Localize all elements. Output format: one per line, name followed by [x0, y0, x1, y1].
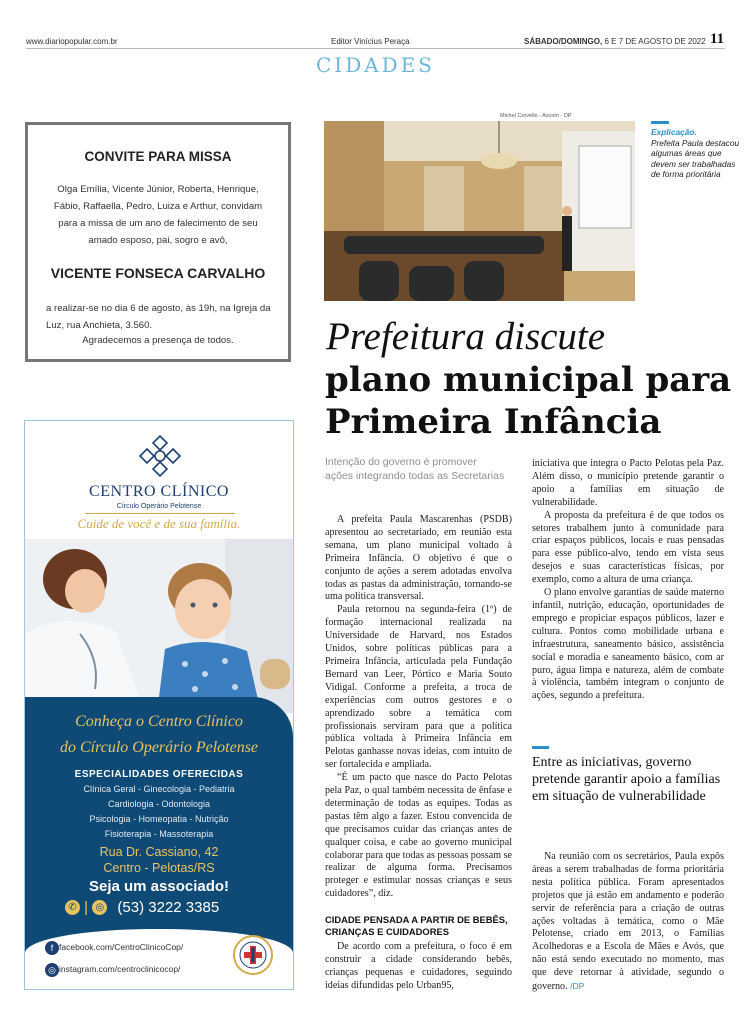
- instagram-link[interactable]: instagram.com/centroclinicocop/: [59, 964, 181, 974]
- photo-credit: Michel Corvello - Ascom - DP: [500, 113, 572, 119]
- issue-date: SÁBADO/DOMINGO, 6 E 7 DE AGOSTO DE 2022: [524, 37, 706, 46]
- invitation-title: CONVITE PARA MISSA: [84, 149, 232, 164]
- specialty-line: Fisioterapia - Massoterapia: [104, 829, 214, 839]
- header-rule: [26, 48, 725, 49]
- clinic-subtitle: Círculo Operário Pelotense: [116, 503, 202, 510]
- clinic-name: CENTRO CLÍNICO: [89, 483, 229, 500]
- site-url[interactable]: www.diariopopular.com.br: [26, 37, 118, 46]
- caduceus-logo-icon: [137, 433, 183, 479]
- whatsapp-icon: ◎: [92, 900, 107, 915]
- doctor-child-photo: [25, 539, 293, 713]
- clinic-phone[interactable]: ✆ | ◎ (53) 3222 3385: [65, 899, 219, 916]
- pullquote-accent-bar: [532, 746, 549, 749]
- invitation-thanks: Agradecemos a presença de todos.: [82, 335, 234, 346]
- article-subheading: CIDADE PENSADA A PARTIR DE BEBÊS, CRIANÇAS E CUIDADORES: [325, 914, 508, 937]
- pullquote: Entre as iniciativas, governo pretende garantir apoio a famílias em situação de vulnerabilidade: [532, 755, 721, 804]
- facebook-icon: f: [45, 941, 59, 955]
- headline-line1: Prefeitura discute: [326, 315, 606, 358]
- article-paragraph: Na reunião com os secretários, Paula expôs áreas a serem trabalhadas de forma prioritária nesta política pública. Foram apresentados projetos que já estão em andamento e poderão servir de referência para a criação de outras ações voltadas à temática, como o Mãe Pelotense, criado em 2013, o Famílias Acolhedoras e a Escola de Mães e Avós, que não está sendo executado no momento, mas que deve retornar à atividade, segundo o governo. /DP: [532, 851, 724, 993]
- ad-call-to-action: Seja um associado!: [88, 878, 230, 895]
- specialty-line: Psicologia - Homeopatia - Nutrição: [89, 814, 229, 824]
- article-dek: Intenção do governo é promover ações integrando todas as Secretarias: [325, 456, 505, 482]
- seal-icon: [233, 935, 273, 975]
- photo-caption: Explicação. Prefeita Paula destacou algumas áreas que devem ser trabalhadas de forma prioritária: [651, 127, 740, 179]
- article-column-1-continued: [325, 941, 512, 993]
- mass-invitation-box: [25, 122, 291, 362]
- article-paragraph: “É um pacto que nasce do Pacto Pelotas pela Paz, o qual também necessita de ênfase e determinação de todas as equipes. Todas as pastas têm algo a fazer. Estou convencida de que precisamos cuidar das crianças antes de qualquer coisa, e cabe ao governo municipal colaborar para que todas as pessoas possam se realizar de alguma forma. Precisamos proteger e estimular nossas crianças e seus cuidadores”, diz.: [325, 772, 512, 900]
- instagram-icon: ◎: [45, 963, 59, 977]
- specialty-line: Clínica Geral - Ginecologia - Pediatria: [83, 784, 235, 794]
- facebook-link[interactable]: facebook.com/CentroClinicoCop/: [59, 942, 184, 952]
- article-paragraph: A prefeita Paula Mascarenhas (PSDB) apresentou ao secretariado, em reunião esta semana, um plano municipal voltado à Primeira Infância. O objetivo é que o conjunto de ações a serem adotadas envolva todas as pastas da administração, tornando-se uma política transversal.: [325, 514, 512, 603]
- phone-icon: ✆: [65, 900, 80, 915]
- invitation-body: Olga Emília, Vicente Júnior, Roberta, Henrique, Fábio, Raffaella, Pedro, Luiza e Arthur, convidam para a missa de um ano de falecimento de seu amado esposo, pai, sogro e avô,: [53, 184, 263, 246]
- article-paragraph: iniciativa que integra o Pacto Pelotas pela Paz. Além disso, o município pretende garantir o apoio a famílias em situação de vulnerabilidade.: [532, 458, 724, 508]
- specialty-line: Cardiologia - Odontologia: [107, 799, 211, 809]
- article-paragraph: A proposta da prefeitura é de que todos os setores trabalhem junto à comunidade para criar espaços públicos, locais e ruas pensadas para esse público-alvo, tendo em vista seus desejos e suas características físicas, por exemplo, como a altura de uma criança.: [532, 509, 724, 586]
- article-column-1: [325, 514, 512, 901]
- clinic-advertisement[interactable]: [24, 420, 294, 990]
- ad-headline-line1: Conheça o Centro Clínico: [75, 713, 243, 730]
- clinic-address-city: Centro - Pelotas/RS: [103, 861, 215, 875]
- tagline-rule: [85, 513, 235, 514]
- clinic-address-street: Rua Dr. Cassiano, 42: [99, 845, 219, 859]
- invitation-detail: a realizar-se no dia 6 de agosto, às 19h, na Igreja da Luz, rua Anchieta, 3.560.: [46, 303, 271, 331]
- page-number: 11: [710, 31, 725, 47]
- section-title: CIDADES: [315, 53, 436, 77]
- specialties-title: ESPECIALIDADES OFERECIDAS: [74, 769, 244, 780]
- meeting-photo: [324, 121, 635, 301]
- ad-headline-line2: do Círculo Operário Pelotense: [59, 739, 259, 756]
- article-column-3: [532, 851, 724, 994]
- article-column-2: [532, 458, 724, 703]
- headline-line3: Primeira Infância: [325, 402, 662, 442]
- caption-accent-bar: [651, 121, 669, 124]
- article-paragraph: O plano envolve garantias de saúde materno infantil, nutrição, educação, oportunidades de emprego e propiciar espaços públicos, lazer e cultura. Pontos como mobilidade urbana e infraestrutura, saneamento básico, assistência social e moradia e saneamento básico, com ar puro, água limpa e natureza, além de combate à violência, também integram o conjunto de ações, segundo a prefeitura.: [532, 587, 724, 702]
- headline-line2: plano municipal para: [325, 360, 732, 400]
- editor-credit: Editor Vinícius Peraça: [331, 37, 410, 46]
- clinic-tagline: Cuide de você e de sua família.: [77, 516, 241, 531]
- article-paragraph: De acordo com a prefeitura, o foco é em construir a cidade considerando bebês, crianças pequenas e cuidadores, seguindo ideias difundidas pelo Urban95,: [325, 941, 512, 991]
- deceased-name: VICENTE FONSECA CARVALHO: [50, 265, 266, 281]
- article-signoff: /DP: [570, 981, 585, 992]
- article-paragraph: Paula retornou na segunda-feira (1º) de formação internacional realizada na Universidade de Harvard, nos Estados Unidos, sobre políticas públicas para a Primeira Infância, articulada pela Fundação Bernard van Leer, Pórtico e Maria Souto Vidigal. Conforme a prefeita, a troca de experiências com outros gestores e o aprendizado sobre a temática com profissionais serviram para que a política pública voltada à Primeira Infância em Pelotas ganhasse novas ideias, com intuito de ser fortalecida e ampliada.: [325, 604, 512, 771]
